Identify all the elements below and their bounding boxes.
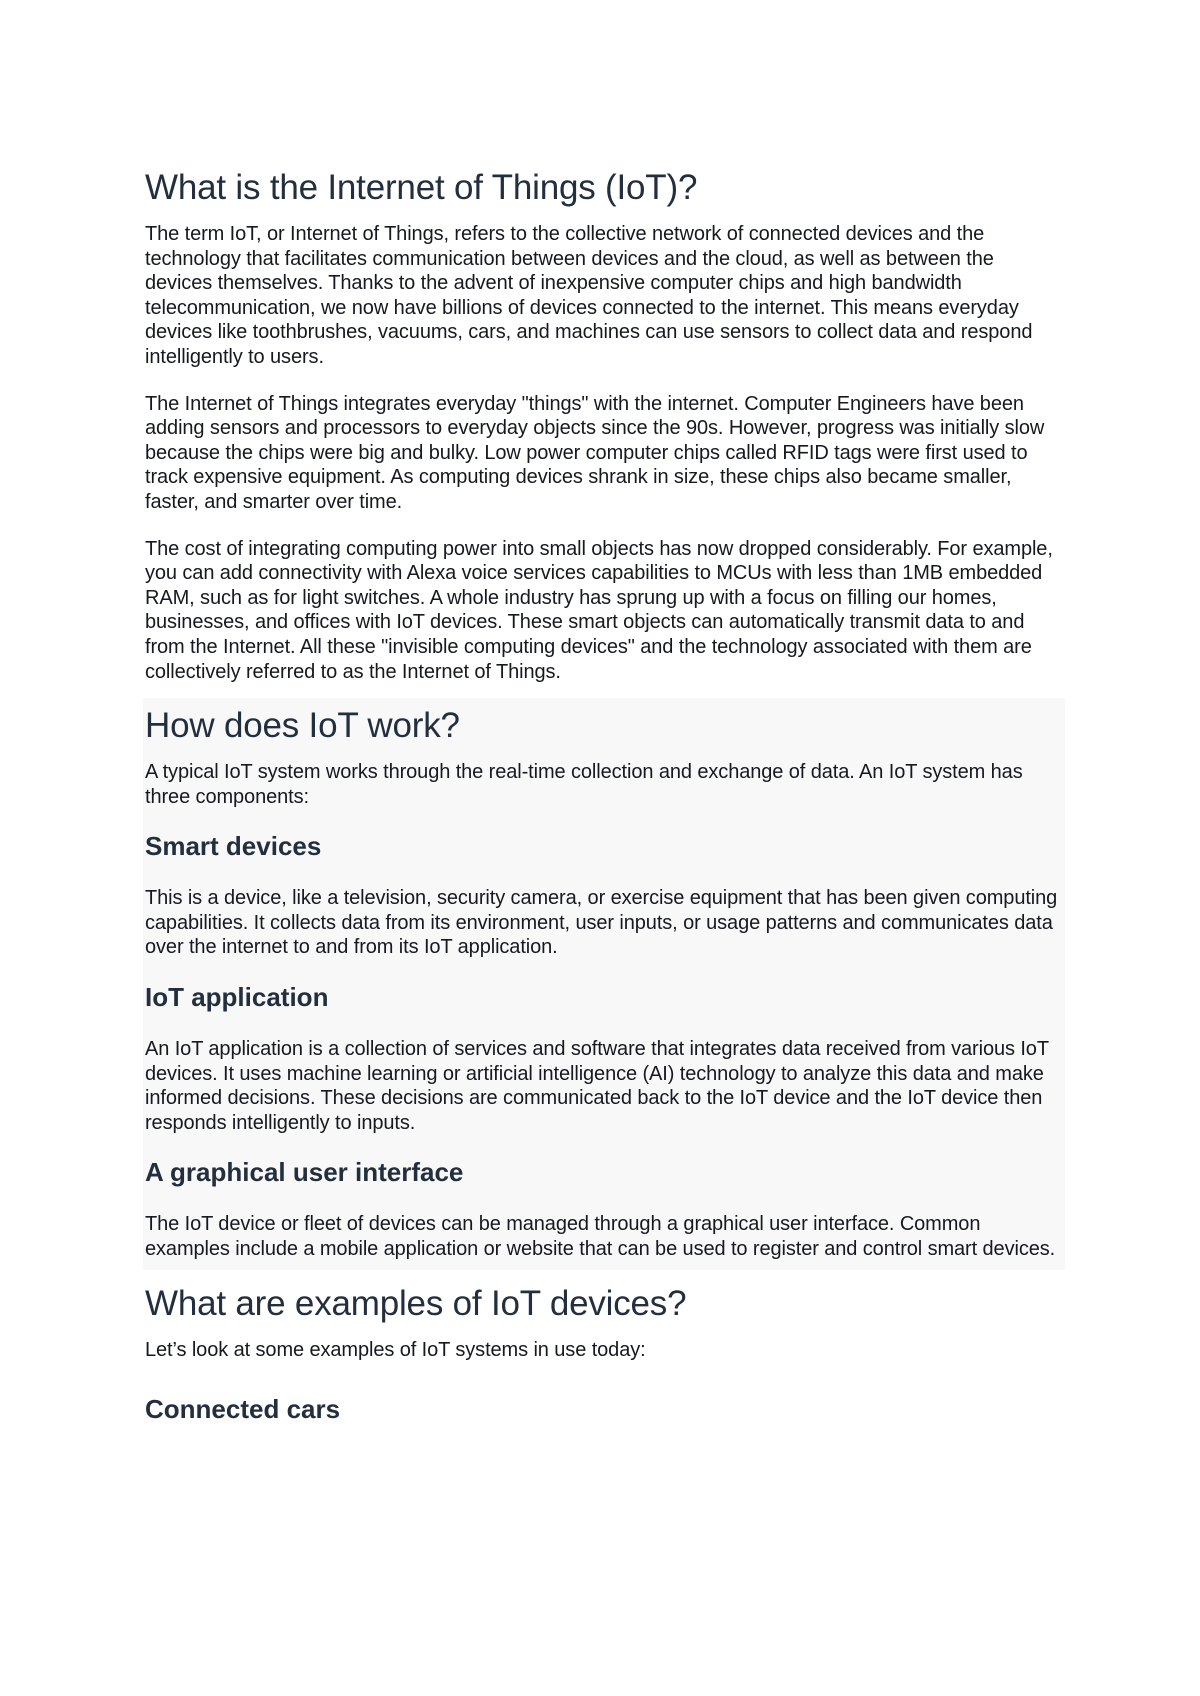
heading-what-is-iot: What is the Internet of Things (IoT)? bbox=[145, 168, 698, 207]
section-iot-examples bbox=[145, 1270, 1065, 1425]
paragraph: This is a device, like a television, security camera, or exercise equipment that has been given computing capabilities. It collects data from its environment, user inputs, or usage patterns and communicates data over the internet to and from its IoT application. bbox=[145, 887, 1058, 959]
subheading-smart-devices: Smart devices bbox=[145, 831, 322, 862]
heading-iot-examples: What are examples of IoT devices? bbox=[145, 1283, 687, 1323]
paragraph: An IoT application is a collection of services and software that integrates data received from various IoT devices. It uses machine learning or artificial intelligence (AI) technology to analyze this data and make informed decisions. These decisions are communicated back to the IoT device and the IoT device then responds intelligently to inputs. bbox=[145, 1038, 1049, 1134]
paragraph: A typical IoT system works through the real-time collection and exchange of data. An IoT system has three components: bbox=[145, 761, 1023, 808]
subheading-graphical-user-interface: A graphical user interface bbox=[145, 1157, 464, 1188]
subheading-iot-application: IoT application bbox=[145, 982, 329, 1013]
section-how-iot-works bbox=[143, 698, 1065, 1270]
subheading-connected-cars: Connected cars bbox=[145, 1394, 341, 1425]
paragraph: The IoT device or fleet of devices can be managed through a graphical user interface. Common examples include a mobile application or website that can be used to register and control smart devices. bbox=[145, 1213, 1056, 1261]
paragraph: Let’s look at some examples of IoT systems in use today: bbox=[145, 1338, 646, 1361]
section-what-is-iot bbox=[145, 168, 1065, 684]
paragraph: The Internet of Things integrates everyday "things" with the internet. Computer Engineers have been adding sensors and processors to everyday objects since the 90s. However, progress was initially slow because the chips were big and bulky. Low power computer chips called RFID tags were first used to track expensive equipment. As computing devices shrank in size, these chips also became smaller, faster, and smarter over time. bbox=[145, 392, 1045, 513]
paragraph: The term IoT, or Internet of Things, refers to the collective network of connected devices and the technology that facilitates communication between devices and the cloud, as well as between the devices themselves. Thanks to the advent of inexpensive computer chips and high bandwidth telecommunication, we now have billions of devices connected to the internet. This means everyday devices like toothbrushes, vacuums, cars, and machines can use sensors to collect data and respond intelligently to users. bbox=[145, 223, 1033, 368]
paragraph: The cost of integrating computing power into small objects has now dropped considerably. For example, you can add connectivity with Alexa voice services capabilities to MCUs with less than 1MB embedded RAM, such as for light switches. A whole industry has sprung up with a focus on filling our homes, businesses, and offices with IoT devices. These smart objects can automatically transmit data to and from the Internet. All these "invisible computing devices" and the technology associated with them are collectively referred to as the Internet of Things. bbox=[145, 537, 1053, 683]
document-content bbox=[145, 168, 1065, 1449]
heading-how-iot-works: How does IoT work? bbox=[145, 706, 460, 746]
